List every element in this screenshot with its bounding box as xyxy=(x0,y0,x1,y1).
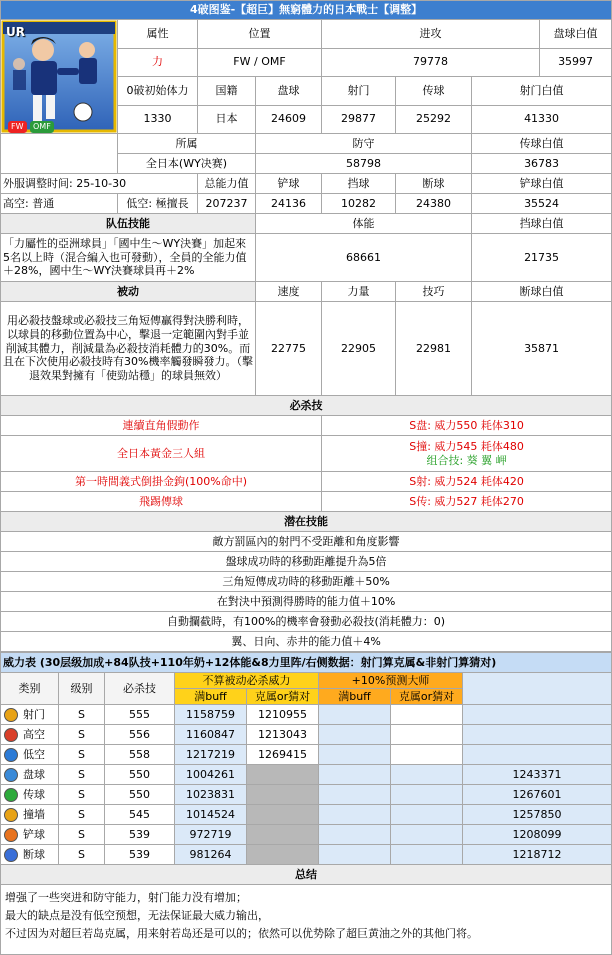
defense-value: 58798 xyxy=(256,154,472,174)
special-stat-3: S射: 威力524 耗体420 xyxy=(322,472,612,492)
power-g1-full: 1217219 xyxy=(175,745,247,765)
power-row xyxy=(1,725,612,745)
special-combo-2: 组合技: 葵 翼 岬 xyxy=(426,453,507,467)
power-g2-full xyxy=(319,805,391,825)
power-g1-counter: 1269415 xyxy=(247,745,319,765)
power-type-label: 高空 xyxy=(23,727,45,741)
player-portrait xyxy=(1,20,118,134)
passive-header: 被动 xyxy=(1,282,256,302)
summary-line-3: 不过因为对超巨若岛克属，用来射若岛还是可以的；依然可以优势除了超巨黄油之外的其他门将。 xyxy=(5,927,478,940)
power-row xyxy=(1,805,612,825)
power-g2-full xyxy=(319,765,391,785)
power-g1-counter: 1213043 xyxy=(247,725,319,745)
power-type xyxy=(1,825,59,845)
power-type-label: 撞墙 xyxy=(23,807,45,821)
position-chip-fw: FW xyxy=(8,121,27,133)
shoot-icon xyxy=(4,708,18,722)
shoot-white-label: 射门白值 xyxy=(472,77,612,106)
power-level: S xyxy=(59,705,105,725)
defense-label: 防守 xyxy=(256,134,472,154)
block-white-value: 21735 xyxy=(472,234,612,282)
power-g2-counter xyxy=(391,785,463,805)
tackle-value: 24136 xyxy=(256,194,322,214)
power-type xyxy=(1,705,59,725)
special-stat-1: S盘: 威力550 耗体310 xyxy=(322,416,612,436)
tackle-label: 铲球 xyxy=(256,174,322,194)
shoot-label: 射门 xyxy=(322,77,396,106)
total-value: 207237 xyxy=(198,194,256,214)
col-skill: 必杀技 xyxy=(105,673,175,705)
dribble-white-value: 35997 xyxy=(540,48,612,77)
blank-header xyxy=(463,673,612,705)
power-g2-full xyxy=(319,745,391,765)
power-blank xyxy=(463,705,612,725)
power-type xyxy=(1,745,59,765)
power-row xyxy=(1,765,612,785)
power-label: 力量 xyxy=(322,282,396,302)
summary-line-2: 最大的缺点是没有低空预想，无法保证最大威力输出， xyxy=(5,909,269,922)
summary-header: 总结 xyxy=(1,865,612,885)
power-g2-counter xyxy=(391,725,463,745)
attribute-label: 属性 xyxy=(118,20,198,49)
power-g2-counter xyxy=(391,705,463,725)
nation-label: 国籍 xyxy=(198,77,256,106)
block-value: 10282 xyxy=(322,194,396,214)
tackle-icon xyxy=(4,828,18,842)
team-skill-text: 「力屬性的亞洲球員」「國中生～WY決賽」加起來5名以上時（混合編入也可發動），全員的全能力值＋28%，國中生～WY決賽球員再＋2% xyxy=(1,234,256,282)
sub-counter-1: 克属or猜对 xyxy=(247,689,319,705)
sub-full-buff-1: 满buff xyxy=(175,689,247,705)
power-g1-counter xyxy=(247,805,319,825)
tackle-white-label: 铲球白值 xyxy=(472,174,612,194)
special-stat-2-cell xyxy=(322,436,612,472)
power-level: S xyxy=(59,805,105,825)
dribble-value: 24609 xyxy=(256,105,322,134)
dribble-label: 盘球 xyxy=(256,77,322,106)
special-name-4: 飛踢傳球 xyxy=(1,492,322,512)
power-table xyxy=(0,652,612,955)
dribble-icon xyxy=(4,768,18,782)
summary-line-1: 增强了一些突进和防守能力，射门能力没有增加； xyxy=(5,891,247,904)
pass-value: 25292 xyxy=(396,105,472,134)
power-rows xyxy=(1,705,612,865)
power-g2-counter: 1208099 xyxy=(463,825,612,845)
power-g2-counter: 1218712 xyxy=(463,845,612,865)
block-label: 挡球 xyxy=(322,174,396,194)
power-level: S xyxy=(59,825,105,845)
special-name-2: 全日本黃金三人組 xyxy=(1,436,322,472)
power-g1-full: 1014524 xyxy=(175,805,247,825)
power-g2-full xyxy=(319,785,391,805)
power-g1-counter xyxy=(247,845,319,865)
shoot-white-value: 41330 xyxy=(472,105,612,134)
power-g1-counter xyxy=(247,825,319,845)
intercept-value: 24380 xyxy=(396,194,472,214)
power-row xyxy=(1,705,612,725)
special-stat-2: S撞: 威力545 耗体480 xyxy=(409,439,524,453)
power-type-label: 传球 xyxy=(23,787,45,801)
power-skill: 545 xyxy=(105,805,175,825)
technique-value: 22981 xyxy=(396,302,472,396)
power-type-label: 低空 xyxy=(23,747,45,761)
power-g2-counter xyxy=(391,765,463,785)
power-type-label: 射门 xyxy=(23,707,45,721)
tackle-white-value: 35524 xyxy=(472,194,612,214)
attack-label: 进攻 xyxy=(322,20,540,49)
potential-item-1: 敵方罰區內的射門不受距離和角度影響 xyxy=(1,532,612,552)
position-chip-omf: OMF xyxy=(30,121,54,133)
low-ball-rating: 低空: 極擅長 xyxy=(118,194,198,214)
power-row xyxy=(1,845,612,865)
low-ball-icon xyxy=(4,748,18,762)
power-g2-counter xyxy=(391,805,463,825)
power-level: S xyxy=(59,765,105,785)
pass-label: 传球 xyxy=(396,77,472,106)
attack-value: 79778 xyxy=(322,48,540,77)
group-no-passive: 不算被动必杀威力 xyxy=(175,673,319,689)
summary-body xyxy=(1,885,612,955)
power-table-title: 威力表 (30层级加成+84队技+110年奶+12体能&8力里阵/右侧数据：射门算克属&非射门算猜对) xyxy=(1,653,612,673)
power-row xyxy=(1,745,612,765)
power-type-label: 断球 xyxy=(23,847,45,861)
power-row xyxy=(1,825,612,845)
power-g1-full: 981264 xyxy=(175,845,247,865)
power-type-label: 盘球 xyxy=(23,767,45,781)
power-level: S xyxy=(59,785,105,805)
special-stat-4: S传: 威力527 耗体270 xyxy=(322,492,612,512)
power-type xyxy=(1,785,59,805)
position-value: FW / OMF xyxy=(198,48,322,77)
power-value: 22905 xyxy=(322,302,396,396)
update-time: 外服调整时间: 25-10-30 xyxy=(1,174,198,194)
power-g1-full: 972719 xyxy=(175,825,247,845)
power-level: S xyxy=(59,845,105,865)
power-g1-counter xyxy=(247,765,319,785)
team-label: 所属 xyxy=(118,134,256,154)
block-white-label: 挡球白值 xyxy=(472,214,612,234)
potential-header: 潜在技能 xyxy=(1,512,612,532)
potential-item-6: 翼、日向、赤井的能力值＋4% xyxy=(1,632,612,652)
potential-item-3: 三角短傳成功時的移動距離＋50% xyxy=(1,572,612,592)
power-type xyxy=(1,845,59,865)
intercept-white-label: 断球白值 xyxy=(472,282,612,302)
power-g2-counter xyxy=(391,745,463,765)
intercept-label: 断球 xyxy=(396,174,472,194)
power-level: S xyxy=(59,725,105,745)
power-g2-full xyxy=(319,705,391,725)
power-skill: 539 xyxy=(105,845,175,865)
position-label: 位置 xyxy=(198,20,322,49)
total-label: 总能力值 xyxy=(198,174,256,194)
charge-icon xyxy=(4,808,18,822)
special-name-1: 連續直角假動作 xyxy=(1,416,322,436)
intercept-white-value: 35871 xyxy=(472,302,612,396)
team-skill-header: 队伍技能 xyxy=(1,214,256,234)
power-type xyxy=(1,725,59,745)
power-skill: 556 xyxy=(105,725,175,745)
sub-full-buff-2: 满buff xyxy=(319,689,391,705)
team-value: 全日本(WY决赛) xyxy=(118,154,256,174)
potential-item-2: 盤球成功時的移動距離提升為5倍 xyxy=(1,552,612,572)
technique-label: 技巧 xyxy=(396,282,472,302)
potential-item-4: 在對決中預測得勝時的能力值＋10% xyxy=(1,592,612,612)
power-blank xyxy=(463,745,612,765)
sub-counter-2: 克属or猜对 xyxy=(391,689,463,705)
speed-value: 22775 xyxy=(256,302,322,396)
power-skill: 539 xyxy=(105,825,175,845)
potential-item-5: 自動攔截時，有100%的機率會發動必殺技(消耗體力：0) xyxy=(1,612,612,632)
pass-icon xyxy=(4,788,18,802)
power-skill: 558 xyxy=(105,745,175,765)
power-skill: 555 xyxy=(105,705,175,725)
stamina-value: 1330 xyxy=(118,105,198,134)
pass-white-label: 传球白值 xyxy=(472,134,612,154)
power-type-label: 铲球 xyxy=(23,827,45,841)
power-g1-full: 1004261 xyxy=(175,765,247,785)
power-level: S xyxy=(59,745,105,765)
power-g2-counter xyxy=(391,825,463,845)
passive-text: 用必殺技盤球或必殺技三角短傳贏得對決勝利時，以球員的移動位置為中心，擊退一定範圍內對手並削減其體力，削減量為必殺技消耗體力的30%。而且在下次使用必殺技時有30%機率觸發瞬發力。（擊退效果對擁有「使勁站穩」的球員無效） xyxy=(1,302,256,396)
dribble-white-label: 盘球白值 xyxy=(540,20,612,49)
power-blank xyxy=(463,725,612,745)
power-skill: 550 xyxy=(105,765,175,785)
pass-white-value: 36783 xyxy=(472,154,612,174)
power-type xyxy=(1,765,59,785)
physical-label: 体能 xyxy=(256,214,472,234)
power-g1-counter: 1210955 xyxy=(247,705,319,725)
power-g1-full: 1023831 xyxy=(175,785,247,805)
special-header: 必杀技 xyxy=(1,396,612,416)
rarity-badge: UR xyxy=(6,25,25,39)
power-g2-full xyxy=(319,825,391,845)
group-predict-master: +10%预测大师 xyxy=(319,673,463,689)
power-g2-counter: 1257850 xyxy=(463,805,612,825)
power-g1-counter xyxy=(247,785,319,805)
power-g2-counter: 1267601 xyxy=(463,785,612,805)
stamina-label: 0破初始体力 xyxy=(118,77,198,106)
power-g2-counter: 1243371 xyxy=(463,765,612,785)
intercept-icon xyxy=(4,848,18,862)
shoot-value: 29877 xyxy=(322,105,396,134)
power-g1-full: 1160847 xyxy=(175,725,247,745)
special-name-3: 第一時間義式倒掛金鉤(100%命中) xyxy=(1,472,322,492)
attribute-value: 力 xyxy=(118,48,198,77)
power-g2-counter xyxy=(391,845,463,865)
power-skill: 550 xyxy=(105,785,175,805)
col-level: 级别 xyxy=(59,673,105,705)
nation-value: 日本 xyxy=(198,105,256,134)
col-type: 类别 xyxy=(1,673,59,705)
high-ball-icon xyxy=(4,728,18,742)
power-g2-full xyxy=(319,725,391,745)
portrait-footer xyxy=(1,134,118,174)
physical-value: 68661 xyxy=(256,234,472,282)
power-g2-full xyxy=(319,845,391,865)
power-type xyxy=(1,805,59,825)
high-ball-rating: 高空: 普通 xyxy=(1,194,118,214)
page-title: 4破图鉴-【超巨】無窮體力的日本戰士【调整】 xyxy=(1,1,612,20)
power-g1-full: 1158759 xyxy=(175,705,247,725)
power-row xyxy=(1,785,612,805)
speed-label: 速度 xyxy=(256,282,322,302)
